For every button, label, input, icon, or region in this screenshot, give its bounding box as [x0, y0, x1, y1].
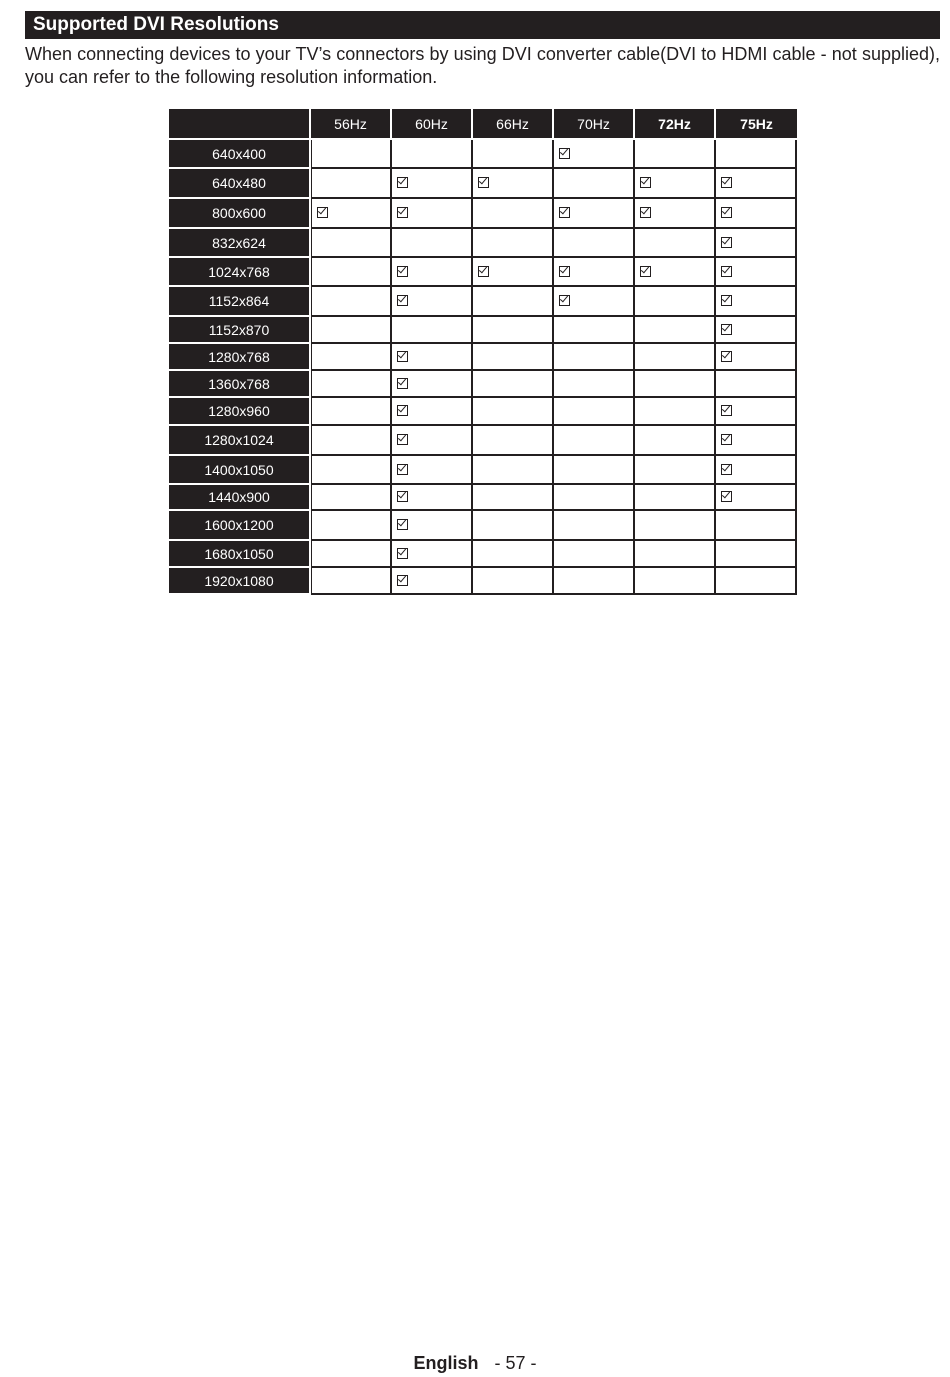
table-row	[169, 199, 797, 229]
support-cell	[716, 398, 797, 426]
support-cell	[716, 199, 797, 229]
checkbox-checked-icon	[397, 464, 408, 475]
support-cell	[716, 258, 797, 287]
support-cell	[635, 568, 716, 595]
table-corner	[169, 109, 311, 140]
table-row	[169, 398, 797, 426]
checkbox-checked-icon	[397, 378, 408, 389]
support-cell	[554, 485, 635, 511]
checkbox-checked-icon	[397, 519, 408, 530]
support-cell	[635, 140, 716, 169]
resolution-label: 1680x1050	[169, 541, 311, 568]
support-cell	[554, 344, 635, 371]
support-cell	[311, 258, 392, 287]
support-cell	[311, 344, 392, 371]
support-cell	[635, 258, 716, 287]
checkbox-checked-icon	[721, 464, 732, 475]
support-cell	[473, 398, 554, 426]
checkbox-checked-icon	[397, 405, 408, 416]
support-cell	[311, 169, 392, 199]
footer-language: English	[413, 1353, 479, 1373]
resolution-label: 832x624	[169, 229, 311, 258]
checkbox-checked-icon	[478, 177, 489, 188]
support-cell	[554, 258, 635, 287]
checkbox-checked-icon	[721, 434, 732, 445]
page-footer	[0, 1353, 950, 1374]
support-cell	[554, 568, 635, 595]
checkbox-checked-icon	[721, 295, 732, 306]
support-cell	[311, 287, 392, 317]
checkbox-checked-icon	[721, 351, 732, 362]
support-cell	[635, 199, 716, 229]
checkbox-checked-icon	[721, 324, 732, 335]
checkbox-checked-icon	[397, 434, 408, 445]
support-cell	[635, 229, 716, 258]
support-cell	[554, 371, 635, 398]
frequency-header: 66Hz	[473, 109, 554, 140]
support-cell	[392, 258, 473, 287]
support-cell	[554, 199, 635, 229]
checkbox-checked-icon	[478, 266, 489, 277]
support-cell	[392, 287, 473, 317]
support-cell	[311, 541, 392, 568]
support-cell	[716, 287, 797, 317]
support-cell	[473, 568, 554, 595]
resolution-label: 1280x960	[169, 398, 311, 426]
support-cell	[311, 511, 392, 541]
resolution-label: 640x480	[169, 169, 311, 199]
page-number: - 57 -	[494, 1353, 537, 1373]
resolution-label: 800x600	[169, 199, 311, 229]
support-cell	[311, 485, 392, 511]
support-cell	[635, 371, 716, 398]
resolution-label: 1360x768	[169, 371, 311, 398]
support-cell	[473, 199, 554, 229]
checkbox-checked-icon	[721, 266, 732, 277]
support-cell	[473, 169, 554, 199]
support-cell	[392, 485, 473, 511]
section-title: Supported DVI Resolutions	[25, 11, 940, 39]
checkbox-checked-icon	[397, 177, 408, 188]
support-cell	[473, 317, 554, 344]
table-row	[169, 229, 797, 258]
resolution-label: 1400x1050	[169, 456, 311, 485]
support-cell	[554, 140, 635, 169]
support-cell	[473, 140, 554, 169]
table-row	[169, 426, 797, 456]
table-row	[169, 169, 797, 199]
checkbox-checked-icon	[559, 266, 570, 277]
intro-paragraph: When connecting devices to your TV’s connectors by using DVI converter cable(DVI to HDMI cable - not supplied), you can refer to the following resolution information.	[25, 44, 940, 87]
frequency-header: 70Hz	[554, 109, 635, 140]
table-body	[169, 140, 797, 595]
table-row	[169, 140, 797, 169]
resolution-label: 1024x768	[169, 258, 311, 287]
support-cell	[392, 456, 473, 485]
resolution-label: 1280x1024	[169, 426, 311, 456]
support-cell	[392, 344, 473, 371]
support-cell	[635, 426, 716, 456]
support-cell	[392, 398, 473, 426]
checkbox-checked-icon	[397, 575, 408, 586]
support-cell	[473, 426, 554, 456]
table-row	[169, 344, 797, 371]
support-cell	[554, 317, 635, 344]
support-cell	[716, 317, 797, 344]
support-cell	[716, 426, 797, 456]
checkbox-checked-icon	[721, 491, 732, 502]
support-cell	[635, 511, 716, 541]
support-cell	[473, 258, 554, 287]
checkbox-checked-icon	[397, 351, 408, 362]
table-row	[169, 511, 797, 541]
checkbox-checked-icon	[397, 207, 408, 218]
table-row	[169, 258, 797, 287]
support-cell	[473, 456, 554, 485]
support-cell	[554, 541, 635, 568]
resolution-label: 640x400	[169, 140, 311, 169]
support-cell	[473, 371, 554, 398]
support-cell	[473, 511, 554, 541]
support-cell	[392, 140, 473, 169]
support-cell	[635, 541, 716, 568]
support-cell	[635, 398, 716, 426]
checkbox-checked-icon	[397, 491, 408, 502]
checkbox-checked-icon	[721, 207, 732, 218]
support-cell	[554, 169, 635, 199]
frequency-header: 72Hz	[635, 109, 716, 140]
checkbox-checked-icon	[559, 148, 570, 159]
support-cell	[392, 317, 473, 344]
support-cell	[311, 229, 392, 258]
support-cell	[554, 229, 635, 258]
support-cell	[716, 371, 797, 398]
resolution-label: 1280x768	[169, 344, 311, 371]
table-row	[169, 485, 797, 511]
checkbox-checked-icon	[559, 295, 570, 306]
checkbox-checked-icon	[640, 207, 651, 218]
support-cell	[311, 199, 392, 229]
support-cell	[635, 456, 716, 485]
support-cell	[716, 344, 797, 371]
support-cell	[635, 344, 716, 371]
support-cell	[473, 541, 554, 568]
checkbox-checked-icon	[397, 548, 408, 559]
support-cell	[392, 169, 473, 199]
support-cell	[311, 140, 392, 169]
resolution-label: 1440x900	[169, 485, 311, 511]
checkbox-checked-icon	[640, 266, 651, 277]
support-cell	[392, 568, 473, 595]
support-cell	[635, 485, 716, 511]
table-row	[169, 456, 797, 485]
support-cell	[392, 541, 473, 568]
support-cell	[716, 229, 797, 258]
checkbox-checked-icon	[397, 295, 408, 306]
support-cell	[716, 169, 797, 199]
table-row	[169, 568, 797, 595]
frequency-header-row	[169, 109, 797, 140]
support-cell	[554, 456, 635, 485]
support-cell	[716, 541, 797, 568]
support-cell	[392, 229, 473, 258]
table-row	[169, 371, 797, 398]
checkbox-checked-icon	[317, 207, 328, 218]
support-cell	[554, 287, 635, 317]
resolution-table	[169, 109, 797, 595]
checkbox-checked-icon	[721, 405, 732, 416]
support-cell	[716, 511, 797, 541]
checkbox-checked-icon	[559, 207, 570, 218]
support-cell	[311, 317, 392, 344]
support-cell	[473, 344, 554, 371]
support-cell	[473, 229, 554, 258]
support-cell	[311, 568, 392, 595]
checkbox-checked-icon	[640, 177, 651, 188]
support-cell	[635, 317, 716, 344]
support-cell	[716, 140, 797, 169]
resolution-label: 1920x1080	[169, 568, 311, 595]
support-cell	[311, 398, 392, 426]
support-cell	[473, 287, 554, 317]
checkbox-checked-icon	[397, 266, 408, 277]
support-cell	[392, 371, 473, 398]
support-cell	[635, 169, 716, 199]
checkbox-checked-icon	[721, 237, 732, 248]
support-cell	[311, 371, 392, 398]
frequency-header: 56Hz	[311, 109, 392, 140]
support-cell	[473, 485, 554, 511]
support-cell	[311, 456, 392, 485]
support-cell	[635, 287, 716, 317]
support-cell	[716, 485, 797, 511]
support-cell	[554, 426, 635, 456]
frequency-header: 60Hz	[392, 109, 473, 140]
table-row	[169, 541, 797, 568]
support-cell	[716, 456, 797, 485]
table-row	[169, 317, 797, 344]
resolution-label: 1152x870	[169, 317, 311, 344]
frequency-header: 75Hz	[716, 109, 797, 140]
support-cell	[554, 398, 635, 426]
table-row	[169, 287, 797, 317]
support-cell	[392, 511, 473, 541]
support-cell	[716, 568, 797, 595]
resolution-label: 1152x864	[169, 287, 311, 317]
resolution-label: 1600x1200	[169, 511, 311, 541]
support-cell	[311, 426, 392, 456]
support-cell	[392, 426, 473, 456]
support-cell	[392, 199, 473, 229]
support-cell	[554, 511, 635, 541]
checkbox-checked-icon	[721, 177, 732, 188]
